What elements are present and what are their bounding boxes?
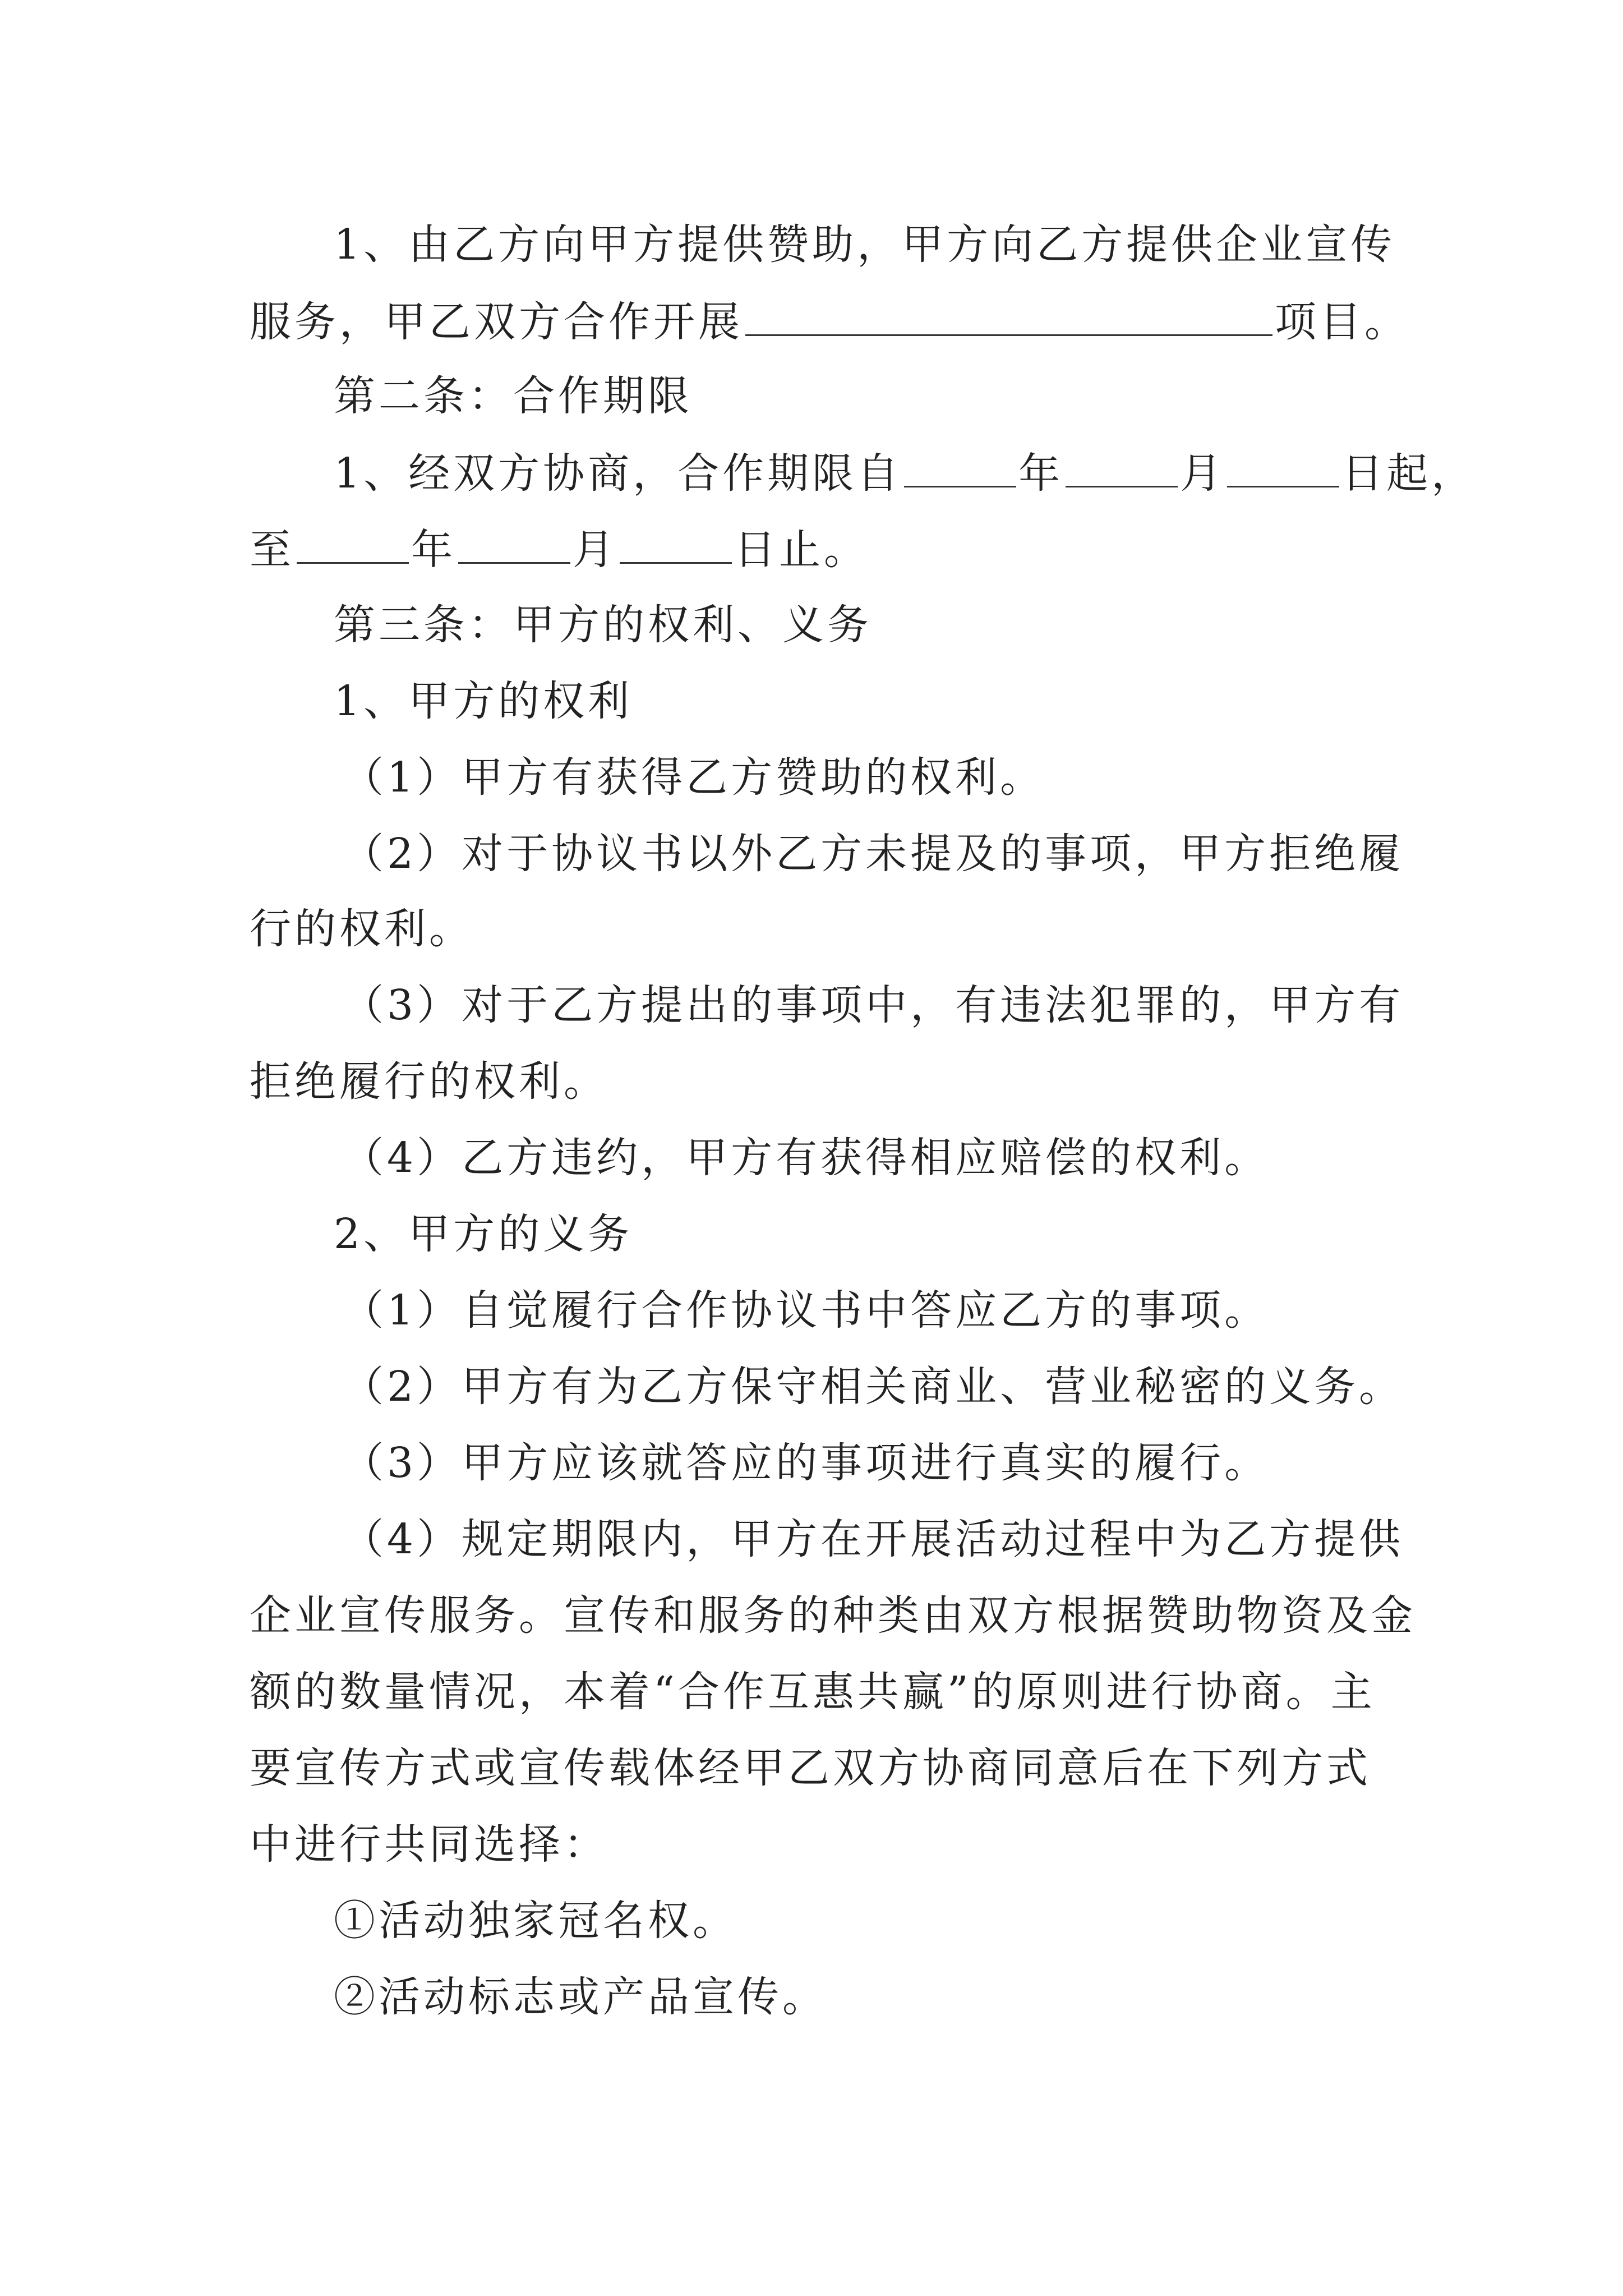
fill-in-blank[interactable] (745, 293, 1272, 336)
text-fragment: 年 (411, 526, 456, 574)
text-fragment: 月 (573, 526, 617, 574)
start-month-blank[interactable] (1066, 444, 1178, 487)
list-item-continuation: 要宣传方式或宣传载体经甲乙双方协商同意后在下列方式 (250, 1744, 1371, 1792)
list-item: （1）甲方有获得乙方赞助的权利。 (342, 753, 1045, 802)
list-item: （3）对于乙方提出的事项中，有违法犯罪的，甲方有 (342, 981, 1404, 1029)
list-item-continuation: 额的数量情况，本着“合作互惠共赢”的原则进行协商。主 (250, 1668, 1376, 1716)
list-item: （1）自觉履行合作协议书中答应乙方的事项。 (342, 1286, 1270, 1335)
list-item: （2）甲方有为乙方保守相关商业、营业秘密的义务。 (342, 1363, 1404, 1411)
list-item: （4）规定期限内，甲方在开展活动过程中为乙方提供 (342, 1515, 1404, 1563)
list-item-continuation: 拒绝履行的权利。 (250, 1057, 608, 1106)
start-year-blank[interactable] (904, 444, 1016, 487)
end-year-blank[interactable] (297, 521, 409, 564)
paragraph-line (250, 521, 869, 577)
section-heading: 1、甲方的权利 (334, 677, 633, 725)
start-day-blank[interactable] (1227, 444, 1339, 487)
text-fragment: 服务，甲乙双方合作开展 (250, 298, 743, 346)
text-fragment: 日起， (1341, 449, 1477, 498)
article-heading: 第三条：甲方的权利、义务 (334, 601, 872, 649)
list-item-continuation: 企业宣传服务。宣传和服务的种类由双方根据赞助物资及金 (250, 1591, 1416, 1640)
text-fragment: 年 (1018, 449, 1064, 498)
text-fragment: 日止。 (734, 526, 869, 574)
paragraph-line (334, 444, 1476, 500)
list-item-continuation: 中进行共同选择： (250, 1820, 608, 1869)
section-heading: 2、甲方的义务 (334, 1210, 633, 1258)
end-day-blank[interactable] (620, 521, 732, 564)
text-fragment: 1、经双方协商，合作期限自 (334, 449, 902, 498)
list-item-continuation: 行的权利。 (250, 905, 474, 953)
list-item: （2）对于协议书以外乙方未提及的事项，甲方拒绝履 (342, 830, 1404, 878)
paragraph-line: 1、由乙方向甲方提供赞助，甲方向乙方提供企业宣传 (334, 220, 1396, 269)
option-item: ②活动标志或产品宣传。 (334, 1973, 827, 2021)
end-month-blank[interactable] (458, 521, 570, 564)
paragraph-line (250, 293, 1409, 349)
text-fragment: 至 (250, 526, 294, 574)
list-item: （4）乙方违约，甲方有获得相应赔偿的权利。 (342, 1134, 1270, 1182)
option-item: ①活动独家冠名权。 (334, 1897, 737, 1945)
list-item: （3）甲方应该就答应的事项进行真实的履行。 (342, 1439, 1270, 1487)
text-fragment: 月 (1180, 449, 1225, 498)
text-fragment: 项目。 (1275, 298, 1409, 346)
article-heading: 第二条：合作期限 (334, 372, 693, 420)
